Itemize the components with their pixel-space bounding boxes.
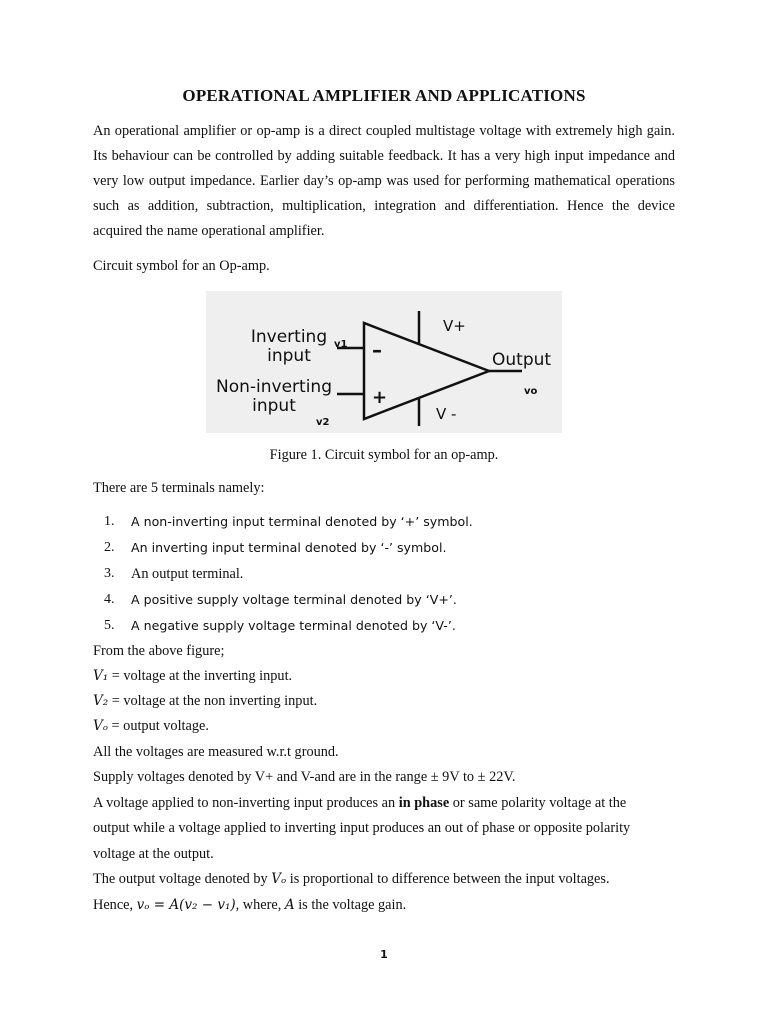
- gain-equation: vₒ = A(v₂ − v₁): [136, 897, 236, 913]
- v2-label: v2: [316, 417, 330, 428]
- opamp-figure: [206, 291, 562, 433]
- list-number: 4.: [104, 592, 115, 607]
- minus-sign: –: [372, 338, 382, 362]
- vminus-label: V -: [436, 405, 457, 423]
- definition-vo: [93, 718, 209, 735]
- intro-paragraph: An operational amplifier or op-amp is a direct coupled multistage voltage with extremely high gain. Its behaviour can be controlled by adding suitable feedback. It has a very high input impedance and very low output impedance. Earlier day’s op-amp was used for performing mathematical operations such as addition, subtraction, multiplication, integration and differentiation. Hence the device acquired the name operational amplifier.: [93, 123, 675, 239]
- vplus-label: V+: [443, 317, 466, 335]
- list-text: A negative supply voltage terminal denoted by ‘V-’.: [131, 618, 456, 633]
- hence-line: [93, 897, 406, 914]
- phase-line-3: voltage at the output.: [93, 846, 214, 862]
- plus-sign: +: [372, 387, 388, 408]
- vo-symbol: Vₒ: [93, 718, 108, 734]
- list-text: An output terminal.: [131, 566, 244, 582]
- measured-line: All the voltages are measured w.r.t ground.: [93, 744, 339, 760]
- noninverting-label: Non-inverting: [216, 377, 332, 397]
- page-title: OPERATIONAL AMPLIFIER AND APPLICATIONS: [182, 86, 586, 105]
- v1-definition: = voltage at the inverting input.: [108, 668, 293, 684]
- symbol-heading: Circuit symbol for an Op-amp.: [93, 258, 270, 274]
- supply-line: Supply voltages denoted by V+ and V-and are in the range ± 9V to ± 22V.: [93, 769, 516, 785]
- list-number: 2.: [104, 540, 115, 555]
- list-number: 1.: [104, 514, 115, 529]
- inverting-input-label: input: [267, 346, 311, 366]
- page-number: 1: [380, 948, 388, 961]
- output-voltage-line: [93, 871, 610, 888]
- list-number: 5.: [104, 618, 115, 633]
- phase-line-1: [93, 795, 626, 812]
- output-text-post: is proportional to difference between the input voltages.: [286, 871, 610, 887]
- list-text: A non-inverting input terminal denoted by ‘+’ symbol.: [131, 514, 473, 529]
- vo-symbol-inline: Vₒ: [271, 871, 287, 887]
- gain-symbol: A: [284, 897, 295, 913]
- definition-v1: [93, 668, 292, 685]
- output-label: Output: [492, 350, 552, 370]
- phase-text-pre: A voltage applied to non-inverting input produces an: [93, 795, 399, 811]
- list-text: An inverting input terminal denoted by ‘-’ symbol.: [131, 540, 447, 555]
- hence-text-pre: Hence,: [93, 897, 137, 913]
- opamp-symbol-diagram: [206, 291, 562, 433]
- v2-symbol: V₂: [93, 693, 109, 709]
- list-number: 3.: [104, 566, 115, 581]
- from-figure-line: From the above figure;: [93, 643, 225, 659]
- vo-definition: = output voltage.: [107, 718, 209, 734]
- figure-caption: Figure 1. Circuit symbol for an op-amp.: [269, 447, 499, 463]
- terminals-intro: There are 5 terminals namely:: [93, 480, 265, 496]
- phase-text-post: or same polarity voltage at the: [449, 795, 627, 811]
- list-text: A positive supply voltage terminal denoted by ‘V+’.: [131, 592, 457, 607]
- phase-line-2: output while a voltage applied to inverting input produces an out of phase or opposite polarity: [93, 820, 631, 836]
- noninverting-input-label: input: [252, 396, 296, 416]
- hence-text-mid: , where,: [235, 897, 285, 913]
- v2-definition: = voltage at the non inverting input.: [108, 693, 318, 709]
- v1-label: v1: [334, 339, 348, 350]
- hence-text-post: is the voltage gain.: [294, 897, 407, 913]
- in-phase-emphasis: in phase: [398, 795, 450, 811]
- output-text-pre: The output voltage denoted by: [93, 871, 272, 887]
- inverting-label: Inverting: [250, 327, 328, 347]
- vo-label: vo: [524, 386, 538, 397]
- definition-v2: [93, 693, 317, 710]
- v1-symbol: V₁: [93, 668, 109, 684]
